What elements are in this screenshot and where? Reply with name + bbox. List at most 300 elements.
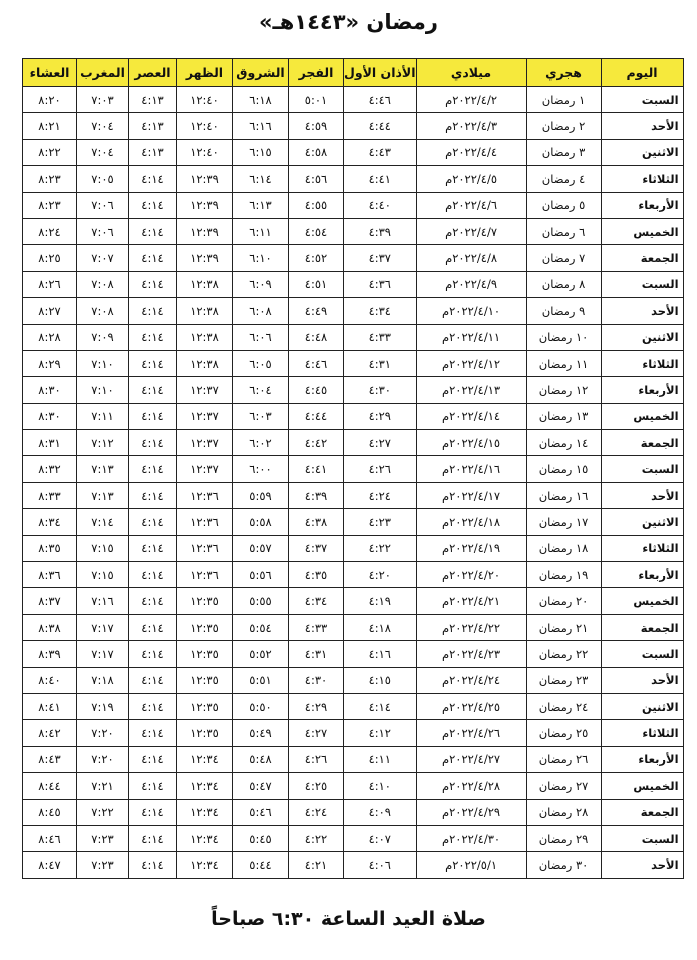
cell-maghrib: ٧:٢٠ <box>77 720 129 746</box>
table-row <box>23 535 684 561</box>
header-fajr: الفجر <box>289 59 344 87</box>
cell-maghrib: ٧:٠٤ <box>77 139 129 165</box>
cell-asr: ٤:١٤ <box>129 245 177 271</box>
cell-first-adhan: ٤:٣١ <box>344 350 417 376</box>
table-row <box>23 139 684 165</box>
cell-maghrib: ٧:٠٨ <box>77 271 129 297</box>
cell-sunrise: ٦:٠٨ <box>233 298 289 324</box>
cell-day: الأربعاء <box>601 746 683 772</box>
cell-fajr: ٤:٣٥ <box>289 562 344 588</box>
cell-fajr: ٤:٤٤ <box>289 403 344 429</box>
cell-dhuhr: ١٢:٣٩ <box>177 245 233 271</box>
cell-sunrise: ٥:٤٨ <box>233 746 289 772</box>
cell-first-adhan: ٤:٠٩ <box>344 799 417 825</box>
cell-fajr: ٤:٥٩ <box>289 113 344 139</box>
cell-fajr: ٤:٣٨ <box>289 509 344 535</box>
cell-first-adhan: ٤:٠٦ <box>344 852 417 878</box>
cell-isha: ٨:٢٥ <box>23 245 77 271</box>
cell-hijri: ١٦ رمضان <box>526 482 601 508</box>
cell-asr: ٤:١٤ <box>129 852 177 878</box>
cell-day: الأربعاء <box>601 192 683 218</box>
cell-day: الجمعة <box>601 614 683 640</box>
cell-sunrise: ٥:٥٥ <box>233 588 289 614</box>
cell-dhuhr: ١٢:٣٦ <box>177 562 233 588</box>
cell-sunrise: ٥:٥٧ <box>233 535 289 561</box>
cell-isha: ٨:٢١ <box>23 113 77 139</box>
cell-day: الخميس <box>601 773 683 799</box>
cell-sunrise: ٦:١٠ <box>233 245 289 271</box>
cell-fajr: ٤:٢١ <box>289 852 344 878</box>
cell-day: الخميس <box>601 588 683 614</box>
table-row <box>23 403 684 429</box>
cell-hijri: ١١ رمضان <box>526 350 601 376</box>
cell-first-adhan: ٤:٣٤ <box>344 298 417 324</box>
cell-sunrise: ٦:٠٤ <box>233 377 289 403</box>
cell-dhuhr: ١٢:٣٥ <box>177 720 233 746</box>
cell-day: الأحد <box>601 667 683 693</box>
cell-dhuhr: ١٢:٣٨ <box>177 350 233 376</box>
table-row <box>23 113 684 139</box>
cell-isha: ٨:٤٠ <box>23 667 77 693</box>
cell-isha: ٨:٤٤ <box>23 773 77 799</box>
table-row <box>23 693 684 719</box>
cell-first-adhan: ٤:١٠ <box>344 773 417 799</box>
cell-first-adhan: ٤:٣٧ <box>344 245 417 271</box>
cell-hijri: ٢٤ رمضان <box>526 693 601 719</box>
cell-first-adhan: ٤:٢٢ <box>344 535 417 561</box>
cell-asr: ٤:١٤ <box>129 218 177 244</box>
cell-first-adhan: ٤:٤٣ <box>344 139 417 165</box>
cell-hijri: ١٧ رمضان <box>526 509 601 535</box>
cell-isha: ٨:٣٤ <box>23 509 77 535</box>
cell-gregorian: ٢٠٢٢/٤/٥م <box>416 166 526 192</box>
cell-asr: ٤:١٤ <box>129 403 177 429</box>
cell-hijri: ١٩ رمضان <box>526 562 601 588</box>
cell-dhuhr: ١٢:٤٠ <box>177 113 233 139</box>
cell-maghrib: ٧:١١ <box>77 403 129 429</box>
cell-maghrib: ٧:٢٣ <box>77 852 129 878</box>
cell-asr: ٤:١٤ <box>129 271 177 297</box>
cell-first-adhan: ٤:١٢ <box>344 720 417 746</box>
cell-sunrise: ٦:٠٦ <box>233 324 289 350</box>
cell-hijri: ١٣ رمضان <box>526 403 601 429</box>
table-row <box>23 324 684 350</box>
cell-maghrib: ٧:١٥ <box>77 562 129 588</box>
cell-isha: ٨:٣٦ <box>23 562 77 588</box>
cell-gregorian: ٢٠٢٢/٤/١١م <box>416 324 526 350</box>
table-header-row <box>23 59 684 87</box>
cell-fajr: ٤:٤٢ <box>289 430 344 456</box>
cell-hijri: ٧ رمضان <box>526 245 601 271</box>
cell-sunrise: ٥:٥٦ <box>233 562 289 588</box>
cell-isha: ٨:٢٦ <box>23 271 77 297</box>
table-row <box>23 799 684 825</box>
cell-isha: ٨:٢٤ <box>23 218 77 244</box>
cell-dhuhr: ١٢:٤٠ <box>177 139 233 165</box>
cell-day: الأحد <box>601 482 683 508</box>
cell-dhuhr: ١٢:٣٨ <box>177 324 233 350</box>
cell-fajr: ٤:٣٤ <box>289 588 344 614</box>
cell-sunrise: ٥:٤٤ <box>233 852 289 878</box>
cell-asr: ٤:١٤ <box>129 377 177 403</box>
table-row <box>23 87 684 113</box>
cell-fajr: ٤:٥٢ <box>289 245 344 271</box>
cell-gregorian: ٢٠٢٢/٤/١٩م <box>416 535 526 561</box>
cell-gregorian: ٢٠٢٢/٤/٢٢م <box>416 614 526 640</box>
cell-day: الأحد <box>601 113 683 139</box>
cell-isha: ٨:٣٣ <box>23 482 77 508</box>
cell-first-adhan: ٤:١٤ <box>344 693 417 719</box>
cell-sunrise: ٥:٥٩ <box>233 482 289 508</box>
cell-first-adhan: ٤:٤١ <box>344 166 417 192</box>
cell-sunrise: ٥:٥٢ <box>233 641 289 667</box>
cell-day: الاثنين <box>601 139 683 165</box>
cell-first-adhan: ٤:١٩ <box>344 588 417 614</box>
cell-maghrib: ٧:١٦ <box>77 588 129 614</box>
cell-hijri: ٤ رمضان <box>526 166 601 192</box>
cell-maghrib: ٧:١٤ <box>77 509 129 535</box>
prayer-times-table <box>22 58 684 879</box>
cell-isha: ٨:٣١ <box>23 430 77 456</box>
cell-maghrib: ٧:٢٠ <box>77 746 129 772</box>
cell-isha: ٨:٢٢ <box>23 139 77 165</box>
cell-sunrise: ٦:١٣ <box>233 192 289 218</box>
cell-first-adhan: ٤:٢٧ <box>344 430 417 456</box>
cell-first-adhan: ٤:٢٣ <box>344 509 417 535</box>
cell-dhuhr: ١٢:٣٥ <box>177 588 233 614</box>
cell-dhuhr: ١٢:٣٧ <box>177 430 233 456</box>
cell-fajr: ٤:٤١ <box>289 456 344 482</box>
cell-hijri: ١٠ رمضان <box>526 324 601 350</box>
cell-first-adhan: ٤:٤٦ <box>344 87 417 113</box>
cell-dhuhr: ١٢:٣٧ <box>177 377 233 403</box>
cell-first-adhan: ٤:٣٩ <box>344 218 417 244</box>
cell-isha: ٨:٤٥ <box>23 799 77 825</box>
table-row <box>23 852 684 878</box>
cell-day: الاثنين <box>601 324 683 350</box>
cell-dhuhr: ١٢:٣٥ <box>177 693 233 719</box>
cell-hijri: ١٤ رمضان <box>526 430 601 456</box>
cell-maghrib: ٧:١٨ <box>77 667 129 693</box>
cell-sunrise: ٥:٤٩ <box>233 720 289 746</box>
cell-first-adhan: ٤:٢٦ <box>344 456 417 482</box>
cell-asr: ٤:١٤ <box>129 535 177 561</box>
cell-day: السبت <box>601 825 683 851</box>
header-day: اليوم <box>601 59 683 87</box>
cell-first-adhan: ٤:٠٧ <box>344 825 417 851</box>
cell-fajr: ٤:٤٨ <box>289 324 344 350</box>
cell-fajr: ٤:٣٣ <box>289 614 344 640</box>
cell-day: السبت <box>601 271 683 297</box>
cell-maghrib: ٧:٠٦ <box>77 218 129 244</box>
cell-dhuhr: ١٢:٣٩ <box>177 192 233 218</box>
cell-first-adhan: ٤:٣٠ <box>344 377 417 403</box>
cell-dhuhr: ١٢:٣٩ <box>177 218 233 244</box>
cell-asr: ٤:١٤ <box>129 166 177 192</box>
cell-isha: ٨:٢٣ <box>23 166 77 192</box>
cell-hijri: ٣ رمضان <box>526 139 601 165</box>
cell-day: الثلاثاء <box>601 535 683 561</box>
cell-fajr: ٤:٥١ <box>289 271 344 297</box>
cell-gregorian: ٢٠٢٢/٤/٣م <box>416 113 526 139</box>
cell-hijri: ٢٦ رمضان <box>526 746 601 772</box>
cell-gregorian: ٢٠٢٢/٤/١٥م <box>416 430 526 456</box>
cell-gregorian: ٢٠٢٢/٤/٨م <box>416 245 526 271</box>
cell-gregorian: ٢٠٢٢/٤/٦م <box>416 192 526 218</box>
header-first-adhan: الأذان الأول <box>344 59 417 87</box>
table-row <box>23 298 684 324</box>
table-row <box>23 456 684 482</box>
cell-hijri: ٢٥ رمضان <box>526 720 601 746</box>
cell-hijri: ٢٩ رمضان <box>526 825 601 851</box>
cell-gregorian: ٢٠٢٢/٤/٢٨م <box>416 773 526 799</box>
cell-asr: ٤:١٣ <box>129 139 177 165</box>
cell-first-adhan: ٤:١٦ <box>344 641 417 667</box>
cell-day: الأربعاء <box>601 562 683 588</box>
cell-fajr: ٤:٢٤ <box>289 799 344 825</box>
cell-isha: ٨:٣٥ <box>23 535 77 561</box>
header-gregorian: ميلادي <box>416 59 526 87</box>
cell-isha: ٨:٤٧ <box>23 852 77 878</box>
table-row <box>23 773 684 799</box>
cell-hijri: ٢٧ رمضان <box>526 773 601 799</box>
cell-maghrib: ٧:١٧ <box>77 641 129 667</box>
cell-fajr: ٤:٢٦ <box>289 746 344 772</box>
cell-isha: ٨:٢٧ <box>23 298 77 324</box>
cell-asr: ٤:١٤ <box>129 482 177 508</box>
table-row <box>23 825 684 851</box>
cell-first-adhan: ٤:٢٠ <box>344 562 417 588</box>
cell-fajr: ٤:٤٥ <box>289 377 344 403</box>
cell-day: الخميس <box>601 218 683 244</box>
cell-maghrib: ٧:٠٣ <box>77 87 129 113</box>
cell-gregorian: ٢٠٢٢/٤/١٣م <box>416 377 526 403</box>
cell-gregorian: ٢٠٢٢/٤/٢م <box>416 87 526 113</box>
cell-isha: ٨:٢٣ <box>23 192 77 218</box>
cell-gregorian: ٢٠٢٢/٤/٧م <box>416 218 526 244</box>
cell-fajr: ٤:٥٤ <box>289 218 344 244</box>
cell-day: الثلاثاء <box>601 350 683 376</box>
cell-day: السبت <box>601 456 683 482</box>
cell-maghrib: ٧:١٥ <box>77 535 129 561</box>
cell-fajr: ٤:٣٧ <box>289 535 344 561</box>
cell-gregorian: ٢٠٢٢/٤/١٦م <box>416 456 526 482</box>
table-row <box>23 667 684 693</box>
cell-first-adhan: ٤:٤٤ <box>344 113 417 139</box>
cell-day: الاثنين <box>601 509 683 535</box>
cell-first-adhan: ٤:٣٦ <box>344 271 417 297</box>
cell-gregorian: ٢٠٢٢/٤/١٤م <box>416 403 526 429</box>
cell-gregorian: ٢٠٢٢/٥/١م <box>416 852 526 878</box>
cell-isha: ٨:٣٩ <box>23 641 77 667</box>
cell-asr: ٤:١٤ <box>129 773 177 799</box>
cell-maghrib: ٧:١٩ <box>77 693 129 719</box>
cell-fajr: ٤:٢٥ <box>289 773 344 799</box>
table-row <box>23 350 684 376</box>
page-title: رمضان «١٤٤٣هـ» <box>258 10 439 34</box>
cell-asr: ٤:١٤ <box>129 720 177 746</box>
cell-asr: ٤:١٤ <box>129 641 177 667</box>
cell-sunrise: ٦:١١ <box>233 218 289 244</box>
cell-maghrib: ٧:١٠ <box>77 350 129 376</box>
cell-sunrise: ٥:٥١ <box>233 667 289 693</box>
cell-sunrise: ٦:٠٠ <box>233 456 289 482</box>
cell-maghrib: ٧:٠٦ <box>77 192 129 218</box>
cell-sunrise: ٥:٥٤ <box>233 614 289 640</box>
cell-maghrib: ٧:٢٢ <box>77 799 129 825</box>
cell-hijri: ١٨ رمضان <box>526 535 601 561</box>
cell-dhuhr: ١٢:٣٤ <box>177 825 233 851</box>
cell-isha: ٨:٤٢ <box>23 720 77 746</box>
cell-sunrise: ٥:٤٧ <box>233 773 289 799</box>
cell-fajr: ٤:٥٦ <box>289 166 344 192</box>
cell-maghrib: ٧:٠٩ <box>77 324 129 350</box>
table-row <box>23 482 684 508</box>
cell-sunrise: ٦:١٦ <box>233 113 289 139</box>
cell-gregorian: ٢٠٢٢/٤/١٢م <box>416 350 526 376</box>
cell-hijri: ٢٣ رمضان <box>526 667 601 693</box>
cell-day: الأربعاء <box>601 377 683 403</box>
cell-dhuhr: ١٢:٣٨ <box>177 271 233 297</box>
cell-hijri: ٢١ رمضان <box>526 614 601 640</box>
cell-asr: ٤:١٤ <box>129 614 177 640</box>
cell-asr: ٤:١٤ <box>129 667 177 693</box>
cell-maghrib: ٧:٢٣ <box>77 825 129 851</box>
cell-sunrise: ٦:٠٩ <box>233 271 289 297</box>
cell-fajr: ٤:٢٩ <box>289 693 344 719</box>
cell-gregorian: ٢٠٢٢/٤/٩م <box>416 271 526 297</box>
cell-sunrise: ٦:٠٥ <box>233 350 289 376</box>
table-row <box>23 641 684 667</box>
cell-dhuhr: ١٢:٣٥ <box>177 667 233 693</box>
table-row <box>23 192 684 218</box>
cell-maghrib: ٧:١٣ <box>77 456 129 482</box>
cell-sunrise: ٥:٤٦ <box>233 799 289 825</box>
cell-gregorian: ٢٠٢٢/٤/١٧م <box>416 482 526 508</box>
cell-isha: ٨:٣٨ <box>23 614 77 640</box>
table-body <box>23 87 684 879</box>
cell-asr: ٤:١٤ <box>129 456 177 482</box>
table-row <box>23 588 684 614</box>
cell-isha: ٨:٢٠ <box>23 87 77 113</box>
cell-day: السبت <box>601 641 683 667</box>
cell-isha: ٨:٣٧ <box>23 588 77 614</box>
cell-first-adhan: ٤:٢٤ <box>344 482 417 508</box>
cell-day: السبت <box>601 87 683 113</box>
cell-sunrise: ٥:٤٥ <box>233 825 289 851</box>
cell-maghrib: ٧:٠٨ <box>77 298 129 324</box>
cell-fajr: ٤:٢٢ <box>289 825 344 851</box>
cell-isha: ٨:٣٠ <box>23 377 77 403</box>
cell-dhuhr: ١٢:٣٥ <box>177 614 233 640</box>
cell-isha: ٨:٤٣ <box>23 746 77 772</box>
cell-hijri: ٢٨ رمضان <box>526 799 601 825</box>
cell-asr: ٤:١٤ <box>129 588 177 614</box>
cell-isha: ٨:٤٦ <box>23 825 77 851</box>
cell-day: الاثنين <box>601 693 683 719</box>
table-row <box>23 271 684 297</box>
cell-asr: ٤:١٤ <box>129 562 177 588</box>
cell-isha: ٨:٤١ <box>23 693 77 719</box>
cell-fajr: ٤:٣١ <box>289 641 344 667</box>
cell-first-adhan: ٤:١٨ <box>344 614 417 640</box>
cell-asr: ٤:١٤ <box>129 746 177 772</box>
cell-hijri: ٨ رمضان <box>526 271 601 297</box>
cell-fajr: ٥:٠١ <box>289 87 344 113</box>
cell-fajr: ٤:٤٦ <box>289 350 344 376</box>
cell-gregorian: ٢٠٢٢/٤/١٠م <box>416 298 526 324</box>
cell-dhuhr: ١٢:٣٧ <box>177 403 233 429</box>
eid-prayer-note: صلاة العيد الساعة ٦:٣٠ صباحاً <box>211 908 486 930</box>
cell-maghrib: ٧:٠٤ <box>77 113 129 139</box>
cell-gregorian: ٢٠٢٢/٤/٢٣م <box>416 641 526 667</box>
cell-day: الثلاثاء <box>601 166 683 192</box>
cell-hijri: ٩ رمضان <box>526 298 601 324</box>
cell-fajr: ٤:٤٩ <box>289 298 344 324</box>
cell-fajr: ٤:٣٩ <box>289 482 344 508</box>
cell-first-adhan: ٤:٤٠ <box>344 192 417 218</box>
cell-gregorian: ٢٠٢٢/٤/٢٦م <box>416 720 526 746</box>
table-row <box>23 430 684 456</box>
table-row <box>23 720 684 746</box>
cell-dhuhr: ١٢:٣٥ <box>177 641 233 667</box>
cell-asr: ٤:١٣ <box>129 87 177 113</box>
cell-first-adhan: ٤:٢٩ <box>344 403 417 429</box>
cell-gregorian: ٢٠٢٢/٤/٤م <box>416 139 526 165</box>
cell-maghrib: ٧:٠٧ <box>77 245 129 271</box>
cell-asr: ٤:١٤ <box>129 324 177 350</box>
cell-dhuhr: ١٢:٤٠ <box>177 87 233 113</box>
cell-sunrise: ٦:١٥ <box>233 139 289 165</box>
cell-first-adhan: ٤:١٥ <box>344 667 417 693</box>
cell-maghrib: ٧:٢١ <box>77 773 129 799</box>
cell-hijri: ٦ رمضان <box>526 218 601 244</box>
cell-asr: ٤:١٤ <box>129 192 177 218</box>
cell-day: الخميس <box>601 403 683 429</box>
cell-dhuhr: ١٢:٣٩ <box>177 166 233 192</box>
cell-sunrise: ٥:٥٨ <box>233 509 289 535</box>
cell-hijri: ٢٢ رمضان <box>526 641 601 667</box>
cell-gregorian: ٢٠٢٢/٤/٢٥م <box>416 693 526 719</box>
cell-fajr: ٤:٥٨ <box>289 139 344 165</box>
cell-asr: ٤:١٤ <box>129 298 177 324</box>
cell-gregorian: ٢٠٢٢/٤/١٨م <box>416 509 526 535</box>
cell-gregorian: ٢٠٢٢/٤/٢٠م <box>416 562 526 588</box>
header-dhuhr: الظهر <box>177 59 233 87</box>
cell-fajr: ٤:٣٠ <box>289 667 344 693</box>
cell-isha: ٨:٢٨ <box>23 324 77 350</box>
cell-day: الجمعة <box>601 799 683 825</box>
cell-first-adhan: ٤:٣٣ <box>344 324 417 350</box>
cell-hijri: ٣٠ رمضان <box>526 852 601 878</box>
cell-asr: ٤:١٤ <box>129 430 177 456</box>
cell-dhuhr: ١٢:٣٦ <box>177 535 233 561</box>
cell-gregorian: ٢٠٢٢/٤/٢٧م <box>416 746 526 772</box>
cell-asr: ٤:١٤ <box>129 509 177 535</box>
cell-sunrise: ٦:٠٣ <box>233 403 289 429</box>
cell-hijri: ١٥ رمضان <box>526 456 601 482</box>
cell-dhuhr: ١٢:٣٤ <box>177 746 233 772</box>
cell-day: الجمعة <box>601 245 683 271</box>
cell-sunrise: ٦:١٨ <box>233 87 289 113</box>
cell-dhuhr: ١٢:٣٨ <box>177 298 233 324</box>
table-row <box>23 509 684 535</box>
cell-dhuhr: ١٢:٣٤ <box>177 852 233 878</box>
cell-hijri: ٢ رمضان <box>526 113 601 139</box>
cell-isha: ٨:٣٠ <box>23 403 77 429</box>
cell-isha: ٨:٣٢ <box>23 456 77 482</box>
header-hijri: هجري <box>526 59 601 87</box>
